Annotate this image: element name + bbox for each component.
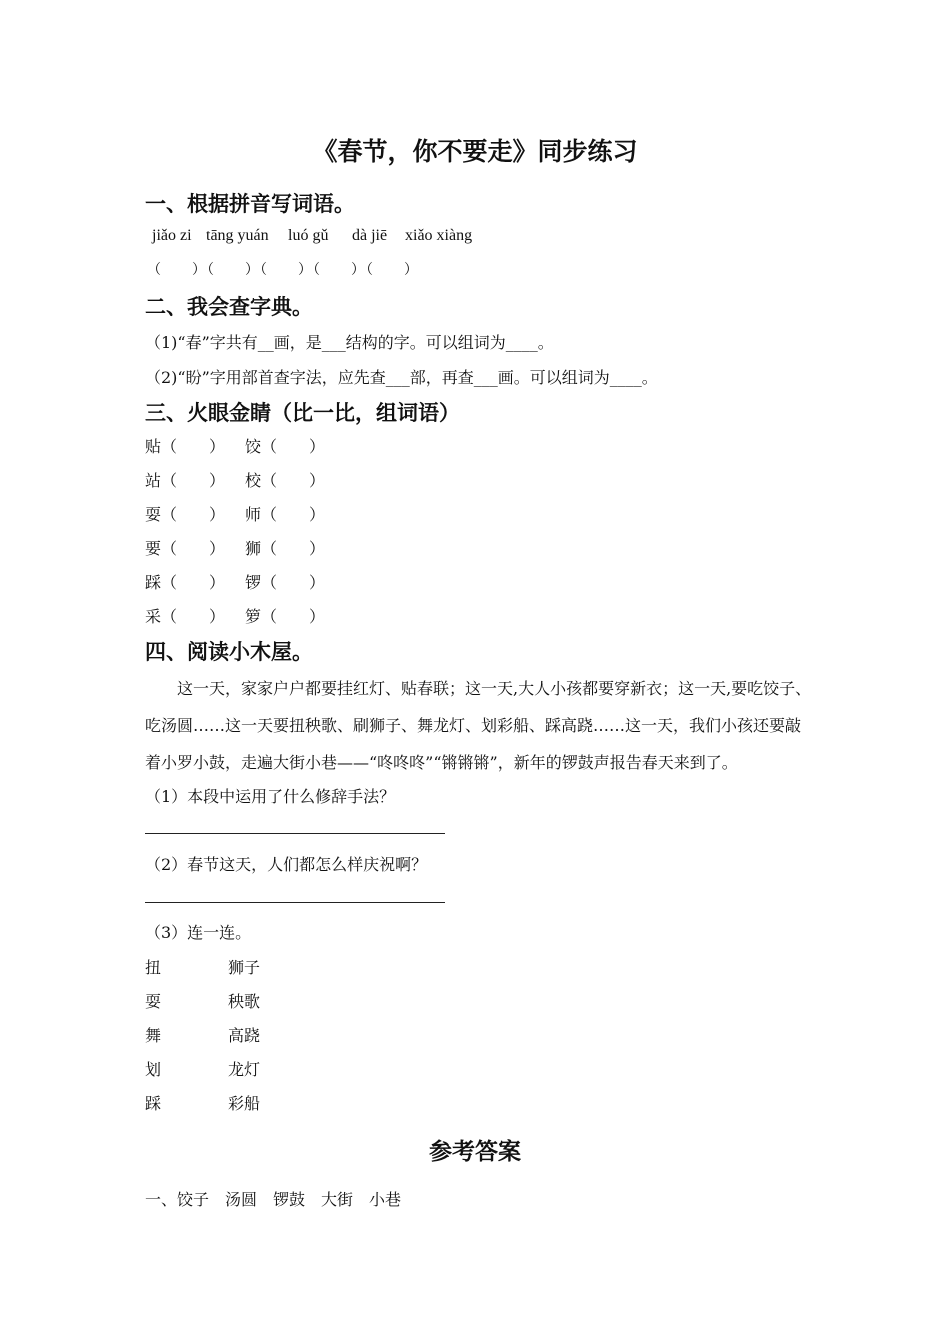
- reading-question-2: （2）春节这天，人们都怎么样庆祝啊？: [145, 855, 428, 874]
- match-right-2: 秧歌: [228, 992, 261, 1011]
- reading-question-3: （3）连一连。: [145, 923, 252, 942]
- compare-left-4: 要（ ）: [145, 539, 226, 558]
- match-right-4: 龙灯: [228, 1060, 261, 1079]
- answer-line-2: [145, 902, 445, 903]
- reading-line-3: 着小罗小鼓，走遍大街小巷——“咚咚咚”“锵锵锵”，新年的锣鼓声报告春天来到了。: [145, 753, 738, 772]
- page-title: 《春节，你不要走》同步练习: [312, 137, 638, 166]
- reading-line-2: 吃汤圆……这一天要扭秧歌、刷狮子、舞龙灯、划彩船、踩高跷……这一天，我们小孩还要敲: [145, 716, 802, 735]
- section4-heading: 四、阅读小木屋。: [145, 640, 313, 664]
- answers-heading: 参考答案: [429, 1138, 521, 1165]
- dictionary-question-1: （1)“春”字共有__画，是___结构的字。可以组词为____。: [145, 333, 554, 352]
- compare-left-6: 采（ ）: [145, 607, 226, 626]
- compare-right-1: 饺（ ）: [245, 437, 326, 456]
- pinyin-5: xiǎo xiàng: [405, 227, 473, 244]
- compare-left-3: 耍（ ）: [145, 505, 226, 524]
- compare-right-5: 锣（ ）: [245, 573, 326, 592]
- compare-left-5: 踩（ ）: [145, 573, 226, 592]
- compare-right-4: 狮（ ）: [245, 539, 326, 558]
- match-left-4: 划: [145, 1060, 162, 1079]
- match-right-3: 高跷: [228, 1026, 261, 1045]
- pinyin-4: dà jiē: [352, 227, 388, 244]
- dictionary-question-2: （2)“盼”字用部首查字法，应先查___部，再查___画。可以组词为____。: [145, 368, 658, 387]
- match-left-2: 耍: [145, 992, 162, 1011]
- pinyin-3: luó gǔ: [288, 227, 329, 244]
- compare-right-2: 校（ ）: [245, 471, 326, 490]
- match-right-1: 狮子: [228, 958, 261, 977]
- answer-section1: 一、饺子 汤圆 锣鼓 大街 小巷: [145, 1190, 402, 1209]
- match-left-3: 舞: [145, 1026, 162, 1045]
- compare-left-1: 贴（ ）: [145, 437, 226, 456]
- pinyin-1: jiǎo zi: [152, 227, 192, 244]
- section2-heading: 二、我会查字典。: [145, 295, 313, 319]
- section3-heading: 三、火眼金睛（比一比，组词语）: [145, 401, 460, 425]
- pinyin-2: tāng yuán: [206, 227, 269, 244]
- compare-right-3: 师（ ）: [245, 505, 326, 524]
- reading-question-1: （1）本段中运用了什么修辞手法？: [145, 787, 396, 806]
- match-right-5: 彩船: [228, 1094, 261, 1113]
- answer-line-1: [145, 833, 445, 834]
- compare-left-2: 站（ ）: [145, 471, 226, 490]
- pinyin-answer-blanks: （ ）（ ）（ ）（ ）（ ）: [147, 262, 419, 278]
- compare-right-6: 箩（ ）: [245, 607, 326, 626]
- section1-heading: 一、根据拼音写词语。: [145, 192, 355, 216]
- match-left-1: 扭: [145, 958, 162, 977]
- reading-line-1: 这一天，家家户户都要挂红灯、贴春联；这一天,大人小孩都要穿新衣；这一天,要吃饺子、: [177, 679, 812, 698]
- match-left-5: 踩: [145, 1094, 162, 1113]
